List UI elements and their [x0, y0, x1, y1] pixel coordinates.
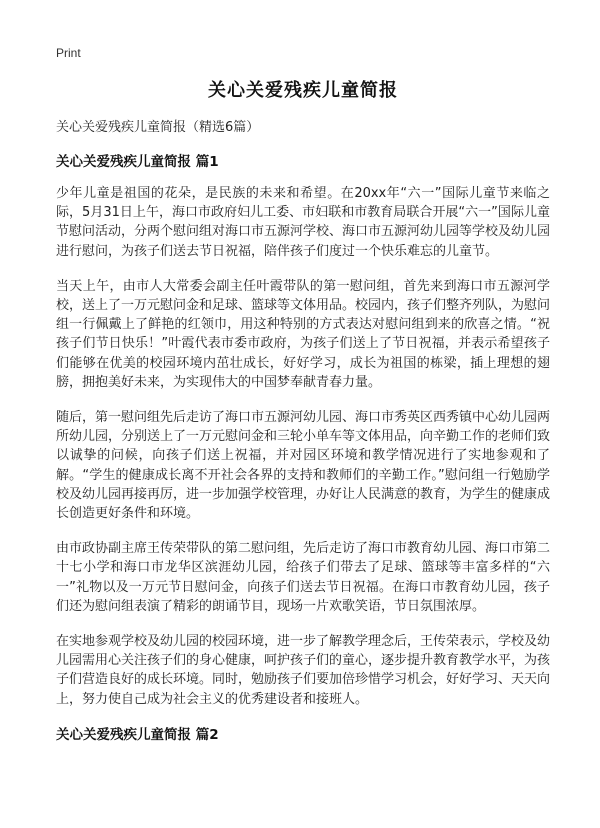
print-link[interactable]: Print: [56, 46, 81, 60]
section-2: [56, 725, 550, 745]
paragraph: 随后，第一慰问组先后走访了海口市五源河幼儿园、海口市秀英区西秀镇中心幼儿园两所幼儿园，分别送上了一万元慰问金和三轮小单车等文体用品，向辛勤工作的老师们致以诚挚的问候，向孩子们送上祝福，并对园区环境和教学情况进行了实地参观和了解。“学生的健康成长离不开社会各界的支持和教师们的辛勤工作。”慰问组一行勉励学校及幼儿园再接再厉，进一步加强学校管理，办好让人民满意的教育，为学生的健康成长创造更好条件和环境。: [56, 410, 551, 522]
paragraph: 当天上午，由市人大常委会副主任叶霞带队的第一慰问组，首先来到海口市五源河学校，送上了一万元慰问金和足球、篮球等文体用品。校园内，孩子们整齐列队，为慰问组一行佩戴上了鲜艳的红领巾，用这种特别的方式表达对慰问组到来的欣喜之情。“祝孩子们节日快乐！”叶霞代表市委市政府，为孩子们送上了节日祝福，并表示希望孩子们能够在优美的校园环境内茁壮成长，好好学习，成长为祖国的栋梁，插上理想的翅膀，拥抱美好未来，为实现伟大的中国梦奉献青春力量。: [56, 278, 551, 390]
paragraph: 由市政协副主席王传荣带队的第二慰问组，先后走访了海口市教育幼儿园、海口市第二十七小学和海口市龙华区滨涯幼儿园，给孩子们带去了足球、篮球等丰富多样的“六一”礼物以及一万元节日慰问金，向孩子们送去节日祝福。在海口市教育幼儿园，孩子们还为慰问组表演了精彩的朗诵节目，现场一片欢歌笑语，节日氛围浓厚。: [56, 541, 551, 614]
paragraph: 在实地参观学校及幼儿园的校园环境，进一步了解教学理念后，王传荣表示，学校及幼儿园需用心关注孩子们的身心健康，呵护孩子们的童心，逐步提升教育教学水平，为孩子们营造良好的成长环境。同时，勉励孩子们要加倍珍惜学习机会，好好学习、天天向上，努力使自己成为社会主义的优秀建设者和接班人。: [56, 634, 551, 707]
page-title: 关心关爱残疾儿童简报: [208, 80, 398, 101]
section-heading: 关心关爱残疾儿童简报 篇2: [56, 726, 219, 743]
section-heading: 关心关爱残疾儿童简报 篇1: [56, 154, 219, 170]
section-1: [56, 152, 550, 709]
paragraph: 少年儿童是祖国的花朵，是民族的未来和希望。在20xx年“六一”国际儿童节来临之际，5月31日上午，海口市政府妇儿工委、市妇联和市教育局联合开展“六一”国际儿童节慰问活动，分两个慰问组对海口市五源河学校、海口市五源河幼儿园等学校及幼儿园进行慰问，为孩子们送去节日祝福，陪伴孩子们度过一个快乐难忘的儿童节。: [56, 186, 551, 259]
article-body: [56, 118, 550, 757]
document-subtitle: 关心关爱残疾儿童简报（精选6篇）: [56, 120, 260, 135]
